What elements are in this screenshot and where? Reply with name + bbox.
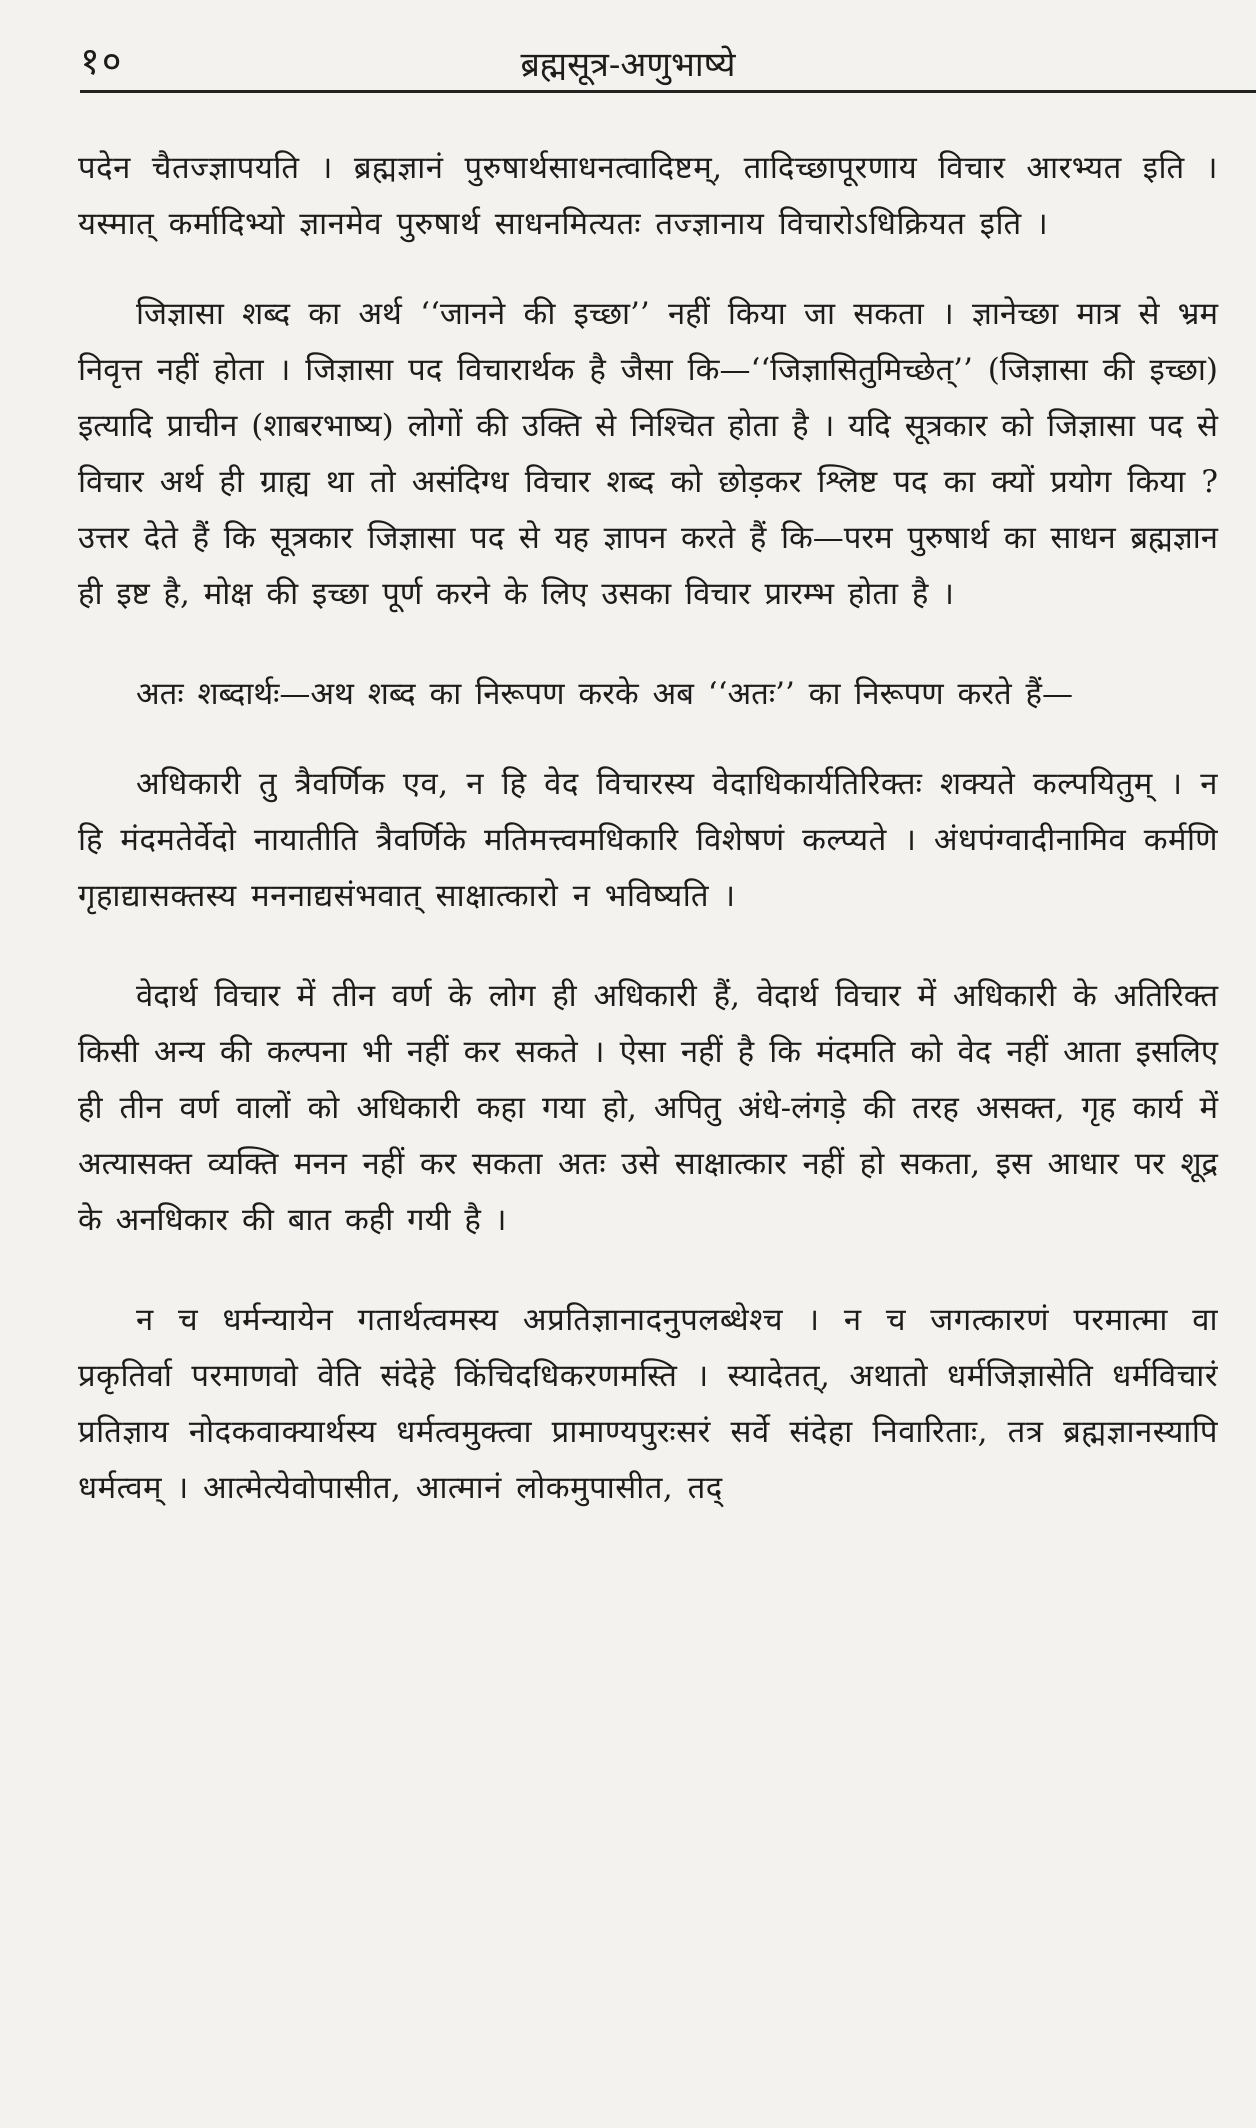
paragraph-section-heading: अतः शब्दार्थः—अथ शब्द का निरूपण करके अब ‘‘अतः’’ का निरूपण करते हैं— xyxy=(136,676,1074,712)
running-title: ब्रह्मसूत्र-अणुभाष्ये xyxy=(520,45,736,85)
paragraph-sanskrit-1: पदेन चैतज्ज्ञापयति । ब्रह्मज्ञानं पुरुषार्थसाधनत्वादिष्टम्, तादिच्छापूरणाय विचार आरभ्यत इति । यस्मात् कर्मादिभ्यो ज्ञानमेव पुरुषार्थ साधनमित्यतः तज्ज्ञानाय विचारोऽधिक्रियत इति । xyxy=(78,150,1218,242)
page-body xyxy=(78,140,1218,1560)
page-number: १० xyxy=(80,39,124,83)
paragraph-hindi-2: वेदार्थ विचार में तीन वर्ण के लोग ही अधिकारी हैं, वेदार्थ विचार में अधिकारी के अतिरिक्त किसी अन्य की कल्पना भी नहीं कर सकते । ऐसा नहीं है कि मंदमति को वेद नहीं आता इसलिए ही तीन वर्ण वालों को अधिकारी कहा गया हो, अपितु अंधे-लंगड़े की तरह असक्त, गृह कार्य में अत्यासक्त व्यक्ति मनन नहीं कर सकता अतः उसे साक्षात्कार नहीं हो सकता, इस आधार पर शूद्र के अनधिकार की बात कही गयी है । xyxy=(78,978,1218,1238)
paragraph-hindi-1: जिज्ञासा शब्द का अर्थ ‘‘जानने की इच्छा’’ नहीं किया जा सकता । ज्ञानेच्छा मात्र से भ्रम निवृत्त नहीं होता । जिज्ञासा पद विचारार्थक है जैसा कि—‘‘जिज्ञासितुमिच्छेत्’’ (जिज्ञासा की इच्छा) इत्यादि प्राचीन (शाबरभाष्य) लोगों की उक्ति से निश्चित होता है । यदि सूत्रकार को जिज्ञासा पद से विचार अर्थ ही ग्राह्य था तो असंदिग्ध विचार शब्द को छोड़कर श्लिष्ट पद का क्यों प्रयोग किया ? उत्तर देते हैं कि सूत्रकार जिज्ञासा पद से यह ज्ञापन करते हैं कि—परम पुरुषार्थ का साधन ब्रह्मज्ञान ही इष्ट है, मोक्ष की इच्छा पूर्ण करने के लिए उसका विचार प्रारम्भ होता है । xyxy=(78,296,1218,612)
paragraph-sanskrit-3: न च धर्मन्यायेन गतार्थत्वमस्य अप्रतिज्ञानादनुपलब्धेश्च । न च जगत्कारणं परमात्मा वा प्रकृतिर्वा परमाणवो वेति संदेहे किंचिदधिकरणमस्ति । स्यादेतत्, अथातो धर्मजिज्ञासेति धर्मविचारं प्रतिज्ञाय नोदकवाक्यार्थस्य धर्मत्वमुक्त्वा प्रामाण्यपुरःसरं सर्वे संदेहा निवारिताः, तत्र ब्रह्मज्ञानस्यापि धर्मत्वम् । आत्मेत्येवोपासीत, आत्मानं लोकमुपासीत, तद् xyxy=(78,1302,1218,1506)
header-rule xyxy=(80,90,1256,93)
page-header xyxy=(80,28,1256,96)
paragraph-sanskrit-2: अधिकारी तु त्रैवर्णिक एव, न हि वेद विचारस्य वेदाधिकार्यतिरिक्तः शक्यते कल्पयितुम् । न हि मंदमतेर्वेदो नायातीति त्रैवर्णिके मतिमत्त्वमधिकारि विशेषणं कल्प्यते । अंधपंग्वादीनामिव कर्मणि गृहाद्यासक्तस्य मननाद्यसंभवात् साक्षात्कारो न भविष्यति । xyxy=(78,766,1218,914)
